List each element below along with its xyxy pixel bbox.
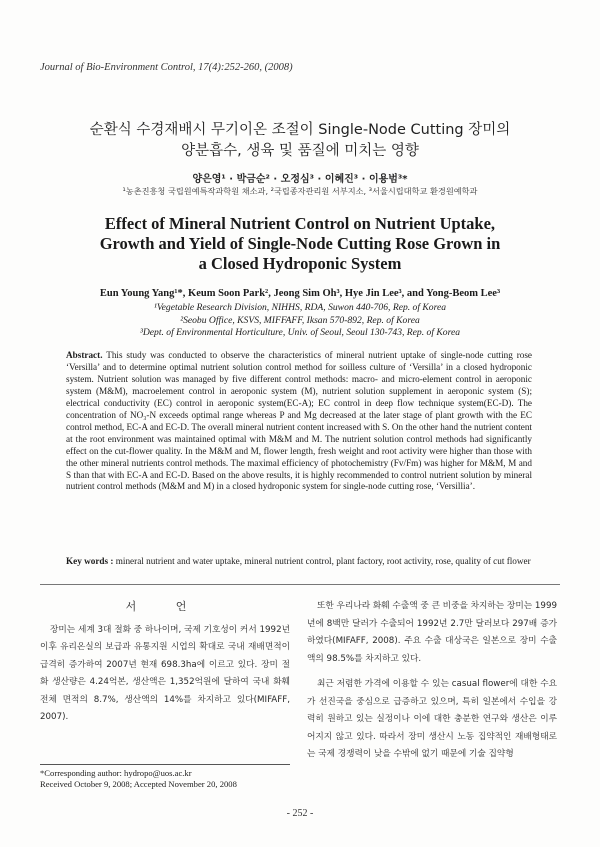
affiliation-line: ³Dept. of Environmental Horticulture, Univ. of Seoul, Seoul 130-743, Rep. of Korea [139, 327, 461, 338]
keywords-text: mineral nutrient and water uptake, mineral nutrient control, plant factory, root activity, rose, quality of cut flower [115, 556, 531, 566]
abstract-text: This study was conducted to observe the characteristics of mineral nutrient uptake of single-node cutting rose ‘Versilla’ and to determine optimal nutrient solution control method for soilless culture of ‘Versilla’ in a closed hydroponic system. Nutrient solution was managed by five different control methods: macro- and micro-element control in aeroponic system (M&M), macroelement control in aeroponic system (M), nutrient solution supplement in aeroponic system (S); electrical conductivity (EC) control in aeroponic system(EC-A); EC control in deep flow technique system(EC-D). The concentration of NO₃-N exceeds optimal range whereas P and Mg decreased at the later stage of plant growth with the EC control method, EC-A and EC-D. The overall mineral nutrient content increased with S. On the other hand the nutrient content at the root environment was maintained optimal with M&M and M. The nutrient solution control methods had significantly effect on the cut-flower quality. In the M&M and M, flower length, fresh weight and root activity were higher than those with the other mineral nutrients control methods. The maximal efficiency of photochemistry (Fv/Fm) was higher for M&M, M and S than that with EC-A and EC-D. Based on the above results, it is highly recommended to control nutrient solution by mineral nutrient control methods (M&M and M) in a closed hydroponic system for single-node cutting rose, ‘Versillia’. [66, 350, 532, 492]
abstract [66, 350, 532, 493]
english-title-line: a Closed Hydroponic System [198, 254, 402, 273]
divider [40, 584, 560, 585]
section-heading: 서 언 [125, 600, 205, 613]
english-authors: Eun Young Yang¹*, Keum Soon Park², Jeong Sim Oh³, Hye Jin Lee³, and Yong-Beom Lee³ [99, 288, 501, 299]
left-column [40, 598, 290, 727]
english-title-line: Effect of Mineral Nutrient Control on Nutrient Uptake, [104, 214, 496, 233]
korean-authors: 양은영¹ · 박금순² · 오정심³ · 이혜진³ · 이용범³* [192, 174, 408, 185]
page-number: - 252 - [286, 808, 314, 819]
korean-title [40, 120, 560, 162]
corresponding-author: *Corresponding author: hydropo@uos.ac.kr [40, 768, 192, 778]
body-paragraph: 장미는 세계 3대 절화 중 하나이며, 국제 기호성이 커서 1992년 이후 유리온실의 보급과 유통지원 시업의 확대로 국내 재배면적이 급격히 증가하여 2007년 현재 698.3ha에 이르고 있다. 장미 절화 생산량은 4.24억본, 생산액은 1,352억원에 달하여 국내 화훼 전체 면적의 8.7%, 생산액의 14%를 차지하고 있다(MIFAFF, 2007). [40, 624, 290, 722]
received-dates: Received October 9, 2008; Accepted November 20, 2008 [40, 779, 237, 789]
right-column [307, 598, 557, 764]
keywords [66, 555, 532, 567]
journal-citation: Journal of Bio-Environment Control, 17(4):252-260, (2008) [40, 62, 293, 73]
body-paragraph: 최근 저렴한 가격에 이용할 수 있는 casual flower에 대한 수요가 선진국을 중심으로 급증하고 있으며, 특히 일본에서 수입을 강력히 원하고 있는 실정이나 이에 대한 충분한 연구와 생산은 이루어지지 않고 있다. 따라서 장미 생산시 노동 집약적인 재배형태로는 국제 경쟁력이 낮을 수밖에 없기 때문에 기술 집약형 [307, 679, 557, 759]
footnote [40, 764, 290, 790]
english-title-line: Growth and Yield of Single-Node Cutting Rose Grown in [99, 234, 501, 253]
abstract-label: Abstract. [66, 350, 103, 360]
english-affiliations [40, 302, 560, 340]
korean-affiliations: ¹농촌진흥청 국립원예특작과학원 채소과, ²국립종자관리원 서부지소, ³서울시립대학교 환경원예학과 [122, 186, 478, 196]
affiliation-line: ²Seobu Office, KSVS, MIFFAFF, Iksan 570-892, Rep. of Korea [180, 314, 420, 326]
affiliation-line: ¹Vegetable Research Division, NIHHS, RDA, Suwon 440-706, Rep. of Korea [153, 302, 447, 313]
english-title [40, 214, 560, 274]
keywords-label: Key words : [66, 556, 114, 566]
korean-title-line: 양분흡수, 생육 및 품질에 미치는 영향 [181, 143, 419, 159]
body-paragraph: 또한 우리나라 화훼 수출액 중 큰 비중을 차지하는 장미는 1999년에 8백만 달러가 수출되어 1992년 2.7만 달러보다 297배 증가하였다(MIFAFF, 2008). 주요 수출 대상국은 일본으로 장미 수출액의 98.5%를 차지하고 있다. [307, 601, 557, 664]
korean-title-line: 순환식 수경재배시 무기이온 조절이 Single-Node Cutting 장미의 [89, 122, 511, 138]
